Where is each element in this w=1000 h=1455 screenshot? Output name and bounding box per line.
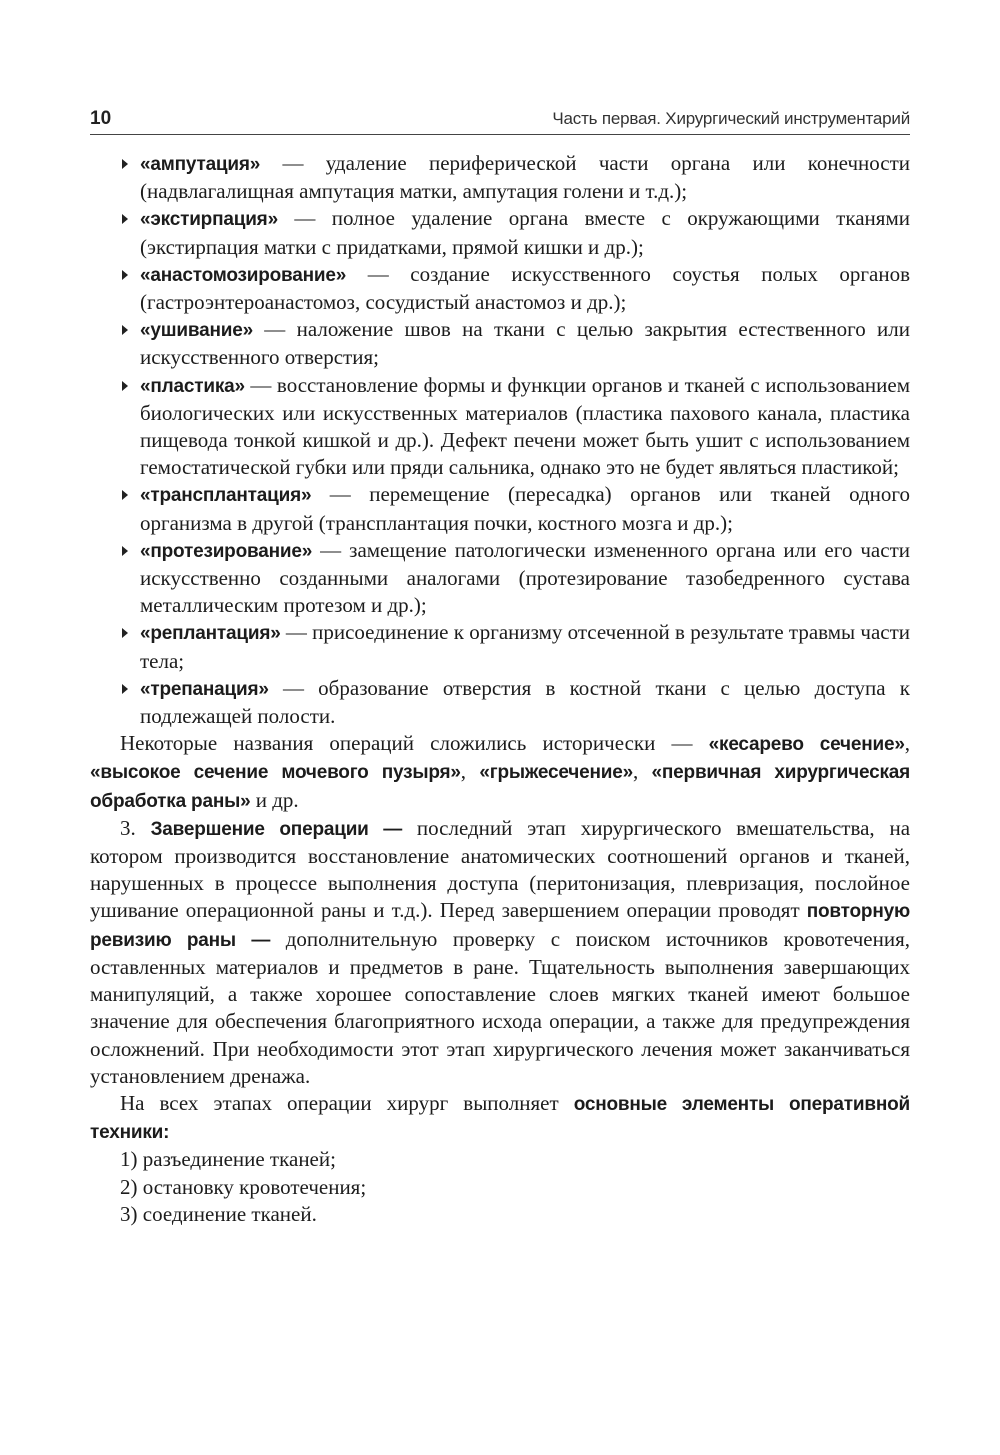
list-item: 3) соединение тканей. [120, 1201, 317, 1226]
triangle-bullet-icon [122, 214, 128, 224]
definition: — полное удаление органа вместе с окружающими тканями (экстирпация матки с придатками, прямой кишки и др.); [140, 206, 910, 259]
term: повторную ревизию раны — [90, 901, 910, 951]
technique-elements-list [90, 1146, 910, 1228]
definition: — наложение швов на ткани с целью закрытия естественного или искусственного отверстия; [140, 317, 910, 370]
term: «высокое сечение мочевого пузыря» [90, 762, 461, 784]
section-number: 3. [120, 815, 151, 840]
historical-intro: Некоторые названия операций сложились исторически — [120, 731, 709, 756]
triangle-bullet-icon [122, 381, 128, 391]
historical-names-paragraph [90, 730, 910, 815]
operation-terms-list [90, 150, 910, 730]
completion-text-1: последний этап хирургического вмешательства, на котором производится восстановление анатомических соотношений органов и тканей, нарушенных в процессе выполнения доступа (перитонизация, плевризация, послойное ушивание операционной раны и т.д.). Перед завершением операции проводят [90, 815, 911, 923]
separator: , [632, 759, 652, 784]
triangle-bullet-icon [122, 270, 128, 280]
page-number: 10 [90, 108, 112, 129]
definition: — перемещение (пересадка) органов или тканей одного организма в другой (трансплантация почки, костного мозга и др.); [140, 482, 910, 535]
elements-intro: На всех этапах операции хирург выполняет [120, 1090, 574, 1115]
triangle-bullet-icon [122, 684, 128, 694]
term: «ампутация» [140, 154, 261, 175]
triangle-bullet-icon [122, 546, 128, 556]
list-item [90, 537, 910, 620]
term: «трансплантация» [140, 485, 312, 507]
page-body [90, 150, 910, 1228]
list-item: 1) разъединение тканей; [120, 1147, 336, 1172]
list-item [90, 261, 910, 316]
definition: — образование отверстия в костной ткани с целью доступа к подлежащей полости. [140, 675, 910, 729]
historical-outro: и др. [250, 787, 299, 812]
definition: — замещение патологически измененного органа или его части искусственно созданными аналогами (протезирование тазобедренного сустава металлическим протезом и др.); [140, 537, 910, 618]
page-header [90, 100, 910, 135]
definition: — присоединение к организму отсеченной в результате травмы части тела; [140, 620, 910, 673]
list-item: 2) остановку кровотечения; [120, 1174, 367, 1199]
list-item [90, 481, 910, 536]
definition: — восстановление формы и функции органов и тканей с использованием биологических или искусственных материалов (пластика пахового канала, пластика пищевода тонкой кишкой и др.). Дефект печени может быть ушит с использованием гемостатической губки или пряди сальника, однако это не будет являться пластикой; [140, 372, 910, 480]
elements-paragraph [90, 1090, 910, 1146]
triangle-bullet-icon [122, 490, 128, 500]
triangle-bullet-icon [122, 628, 128, 638]
list-item [90, 150, 910, 205]
definition: — удаление периферической части органа или конечности (надвлагалищная ампутация матки, ампутация голени и т.д.); [140, 151, 910, 204]
separator: , [460, 759, 480, 784]
running-title: Часть первая. Хирургический инструментарий [552, 109, 910, 128]
triangle-bullet-icon [122, 325, 128, 335]
term: «экстирпация» [140, 209, 278, 231]
definition: — создание искусственного соустья полых органов (гастроэнтероанастомоз, сосудистый анастомоз и др.); [140, 261, 910, 315]
list-item [90, 372, 910, 482]
term: «реплантация» [140, 623, 281, 645]
term: «протезирование» [140, 540, 313, 562]
section-title: Завершение операции — [150, 818, 403, 840]
list-item [90, 619, 910, 674]
list-item [90, 675, 910, 730]
term: «пластика» [140, 375, 245, 397]
term: «грыжесечение» [479, 762, 633, 784]
term: «трепанация» [140, 678, 269, 700]
completion-paragraph [90, 815, 910, 1090]
term: основные элементы оперативной техники: [90, 1093, 910, 1144]
separator: , [904, 731, 910, 756]
term: «кесарево сечение» [708, 734, 905, 756]
list-item [90, 205, 910, 260]
term: «анастомозирование» [140, 264, 347, 286]
term: «ушивание» [140, 320, 253, 342]
term: «первичная хирургическая обработка раны» [90, 762, 911, 812]
completion-text-2: дополнительную проверку с поиском источников кровотечения, оставленных материалов и предметов в ране. Тщательность выполнения завершающих манипуляций, а также хорошее сопоставление слоев мягких тканей имеют большое значение для обеспечения благоприятного исхода операции, а также для предупреждения осложнений. При необходимости этот этап хирургического лечения может заканчиваться установлением дренажа. [90, 926, 910, 1088]
triangle-bullet-icon [122, 159, 128, 169]
list-item [90, 316, 910, 371]
